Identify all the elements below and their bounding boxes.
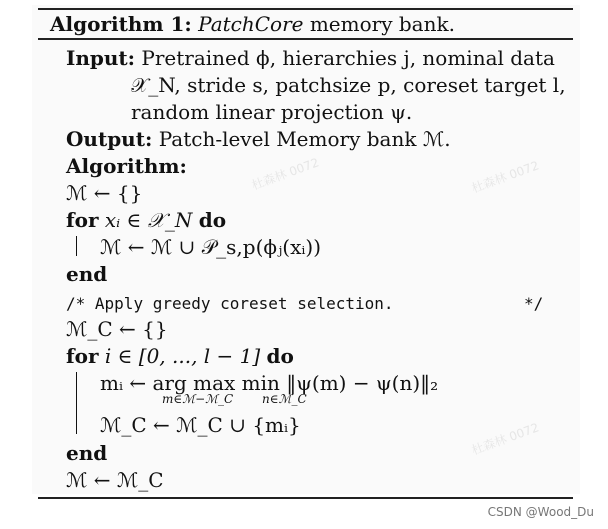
input-text-1: Pretrained ϕ, hierarchies j, nominal data — [141, 46, 555, 70]
watermark: 杜森林 0072 — [249, 155, 321, 193]
loop-bar — [76, 236, 77, 256]
output-line: Output: Patch-level Memory bank ℳ. — [66, 127, 451, 151]
input-line-3: random linear projection ψ. — [131, 100, 413, 124]
loop-bar — [76, 372, 77, 434]
comment-line: /* Apply greedy coreset selection. — [66, 294, 394, 313]
for-loop-1: for xᵢ ∈ 𝒳_N do — [66, 208, 227, 232]
comment-close: */ — [524, 294, 544, 313]
bottom-rule — [38, 497, 573, 499]
memory-init: ℳ ← {} — [66, 181, 143, 205]
coreset-update: ℳ_C ← ℳ_C ∪ {mᵢ} — [100, 413, 301, 437]
footer-credit: CSDN @Wood_Du — [487, 505, 594, 519]
algorithm-title: Algorithm 1: PatchCore memory bank. — [50, 12, 455, 36]
input-line-1: Input: Pretrained ϕ, hierarchies j, nominal data — [66, 46, 555, 70]
min-subscript: n∈ℳ_C — [262, 392, 307, 406]
header-rule — [38, 38, 573, 40]
coreset-init: ℳ_C ← {} — [66, 317, 168, 341]
top-rule — [38, 8, 573, 10]
final-assign: ℳ ← ℳ_C — [66, 468, 164, 492]
watermark: 杜森林 0072 — [469, 420, 541, 458]
for-loop-2: for i ∈ [0, ..., l − 1] do — [66, 344, 294, 368]
end-2: end — [66, 441, 108, 465]
end-1: end — [66, 262, 108, 286]
algorithm-label: Algorithm: — [66, 154, 187, 178]
for-loop-1-body: ℳ ← ℳ ∪ 𝒫_s,p(ϕⱼ(xᵢ)) — [100, 235, 321, 259]
input-line-2: 𝒳_N, stride s, patchsize p, coreset target l, — [131, 73, 566, 97]
output-text: Patch-level Memory bank ℳ. — [158, 127, 451, 151]
argmax-subscript: m∈ℳ−ℳ_C — [162, 392, 234, 406]
greedy-step: mᵢ ← arg max min ‖ψ(m) − ψ(n)‖₂ — [100, 371, 439, 395]
watermark: 杜森林 0072 — [469, 158, 541, 196]
